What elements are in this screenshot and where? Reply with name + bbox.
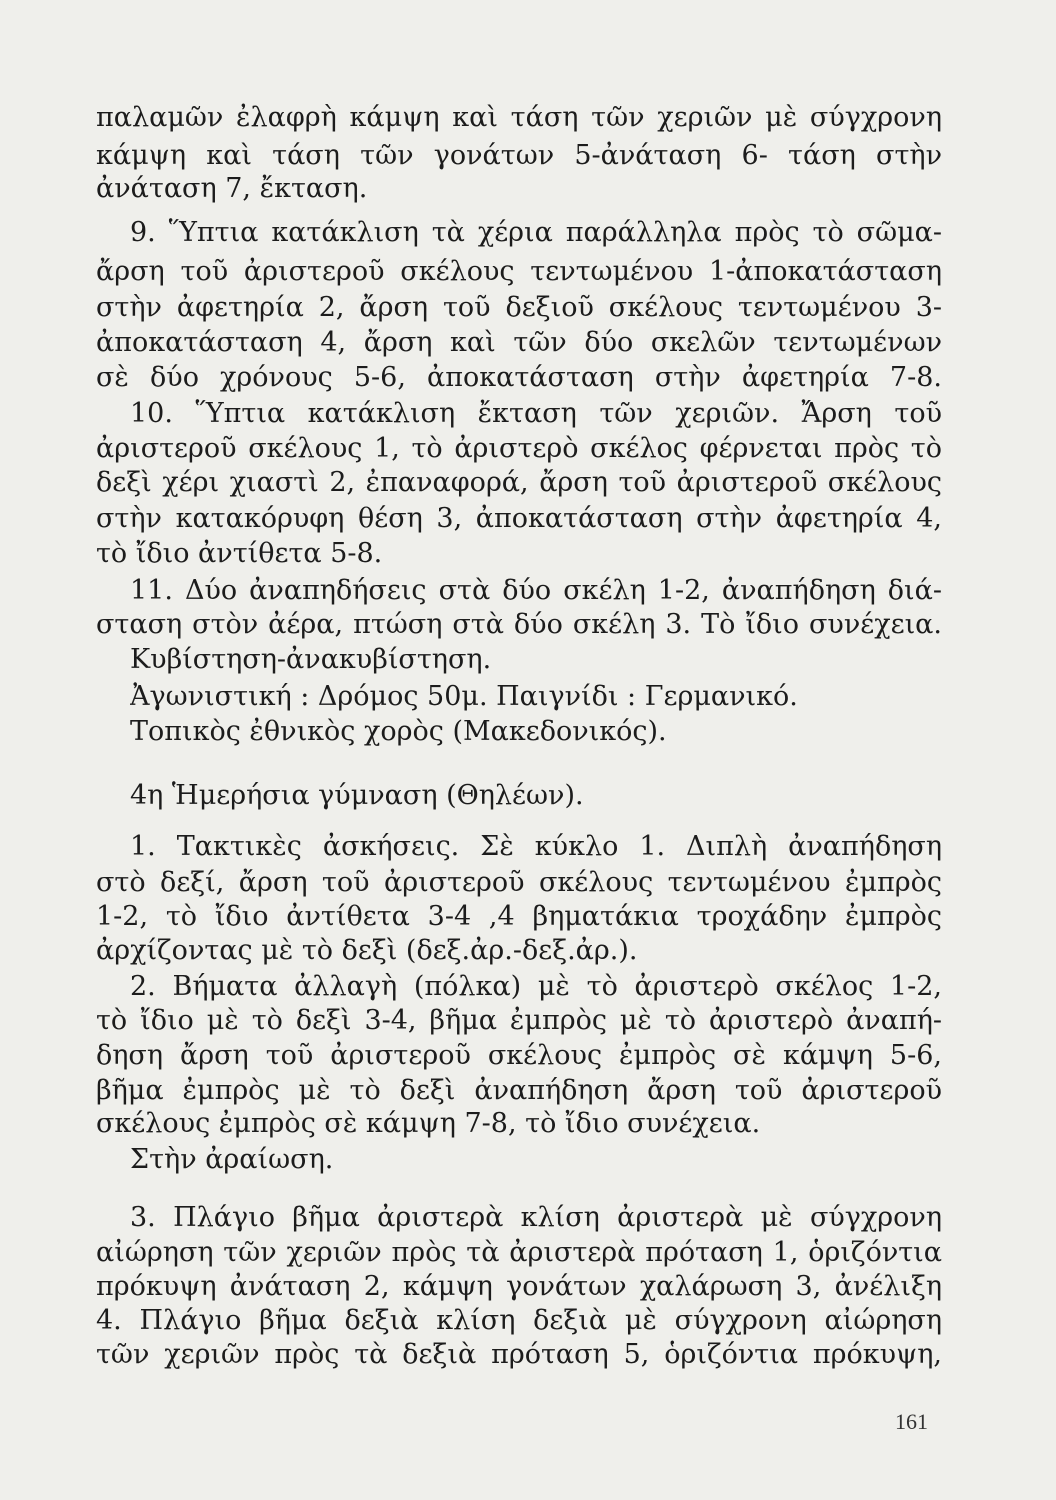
text-line: βῆμα ἐμπρὸς μὲ τὸ δεξὶ ἀναπήδηση ἄρση τοῦ ἀριστεροῦ: [96, 1075, 942, 1106]
text-line: 9. Ὕπτια κατάκλιση τὰ χέρια παράλληλα πρὸς τὸ σῶμα-: [130, 217, 942, 248]
text-line: αἰώρηση τῶν χεριῶν πρὸς τὰ ἀριστερὰ πρόταση 1, ὁριζόντια: [96, 1237, 942, 1268]
text-line: 4. Πλάγιο βῆμα δεξιὰ κλίση δεξιὰ μὲ σύγχρονη αἰώρηση: [96, 1305, 942, 1336]
text-line: ἀνάταση 7, ἔκταση.: [96, 173, 368, 204]
text-line: σταση στὸν ἀέρα, πτώση στὰ δύο σκέλη 3. Τὸ ἴδιο συνέχεια.: [96, 609, 942, 640]
text-line: ἀποκατάσταση 4, ἄρση καὶ τῶν δύο σκελῶν τεντωμένων: [96, 327, 942, 358]
text-line: τὸ ἴδιο μὲ τὸ δεξὶ 3-4, βῆμα ἐμπρὸς μὲ τὸ ἀριστερὸ ἀναπή-: [96, 1005, 942, 1036]
text-line: σὲ δύο χρόνους 5-6, ἀποκατάσταση στὴν ἀφετηρία 7-8.: [96, 362, 942, 393]
text-line: Στὴν ἀραίωση.: [130, 1144, 334, 1175]
text-line: τῶν χεριῶν πρὸς τὰ δεξιὰ πρόταση 5, ὁριζόντια πρόκυψη,: [96, 1339, 942, 1370]
text-line: παλαμῶν ἐλαφρὴ κάμψη καὶ τάση τῶν χεριῶν μὲ σύγχρονη: [96, 102, 942, 133]
text-line: πρόκυψη ἀνάταση 2, κάμψη γονάτων χαλάρωση 3, ἀνέλιξη: [96, 1271, 942, 1302]
text-line: στὸ δεξί, ἄρση τοῦ ἀριστεροῦ σκέλους τεντωμένου ἐμπρὸς: [96, 867, 942, 898]
page-number: 161: [895, 1409, 928, 1434]
text-line: στὴν ἀφετηρία 2, ἄρση τοῦ δεξιοῦ σκέλους τεντωμένου 3-: [96, 292, 942, 323]
text-line: κάμψη καὶ τάση τῶν γονάτων 5-ἀνάταση 6- τάση στὴν: [96, 140, 942, 171]
text-line: 3. Πλάγιο βῆμα ἀριστερὰ κλίση ἀριστερὰ μὲ σύγχρονη: [130, 1202, 942, 1233]
text-line: δεξὶ χέρι χιαστὶ 2, ἐπαναφορά, ἄρση τοῦ ἀριστεροῦ σκέλους: [96, 467, 942, 498]
text-line: ἀρχίζοντας μὲ τὸ δεξὶ (δεξ.ἀρ.-δεξ.ἀρ.).: [96, 935, 638, 966]
text-line: Ἀγωνιστική : Δρόμος 50μ. Παιγνίδι : Γερμανικό.: [130, 681, 798, 712]
text-line: 11. Δύο ἀναπηδήσεις στὰ δύο σκέλη 1-2, ἀναπήδηση διά-: [130, 575, 942, 606]
text-line: ἀριστεροῦ σκέλους 1, τὸ ἀριστερὸ σκέλος φέρνεται πρὸς τὸ: [96, 433, 942, 464]
text-line: ἄρση τοῦ ἀριστεροῦ σκέλους τεντωμένου 1-ἀποκατάσταση: [96, 256, 942, 287]
text-line: Κυβίστηση-ἀνακυβίστηση.: [130, 644, 492, 675]
text-line: 2. Βήματα ἀλλαγὴ (πόλκα) μὲ τὸ ἀριστερὸ σκέλος 1-2,: [130, 971, 942, 1002]
section-heading: 4η Ἡμερήσια γύμναση (Θηλέων).: [130, 780, 584, 811]
text-line: 1. Τακτικὲς ἀσκήσεις. Σὲ κύκλο 1. Διπλὴ ἀναπήδηση: [130, 831, 942, 862]
text-line: δηση ἄρση τοῦ ἀριστεροῦ σκέλους ἐμπρὸς σὲ κάμψη 5-6,: [96, 1040, 942, 1071]
text-line: Τοπικὸς ἐθνικὸς χορὸς (Μακεδονικός).: [130, 716, 667, 747]
text-line: στὴν κατακόρυφη θέση 3, ἀποκατάσταση στὴν ἀφετηρία 4,: [96, 503, 942, 534]
text-line: τὸ ἴδιο ἀντίθετα 5-8.: [96, 538, 383, 569]
text-line: 10. Ὕπτια κατάκλιση ἔκταση τῶν χεριῶν. Ἄρση τοῦ: [130, 398, 942, 429]
text-line: 1-2, τὸ ἴδιο ἀντίθετα 3-4 ,4 βηματάκια τροχάδην ἐμπρὸς: [96, 901, 942, 932]
text-line: σκέλους ἐμπρὸς σὲ κάμψη 7-8, τὸ ἴδιο συνέχεια.: [96, 1108, 761, 1139]
